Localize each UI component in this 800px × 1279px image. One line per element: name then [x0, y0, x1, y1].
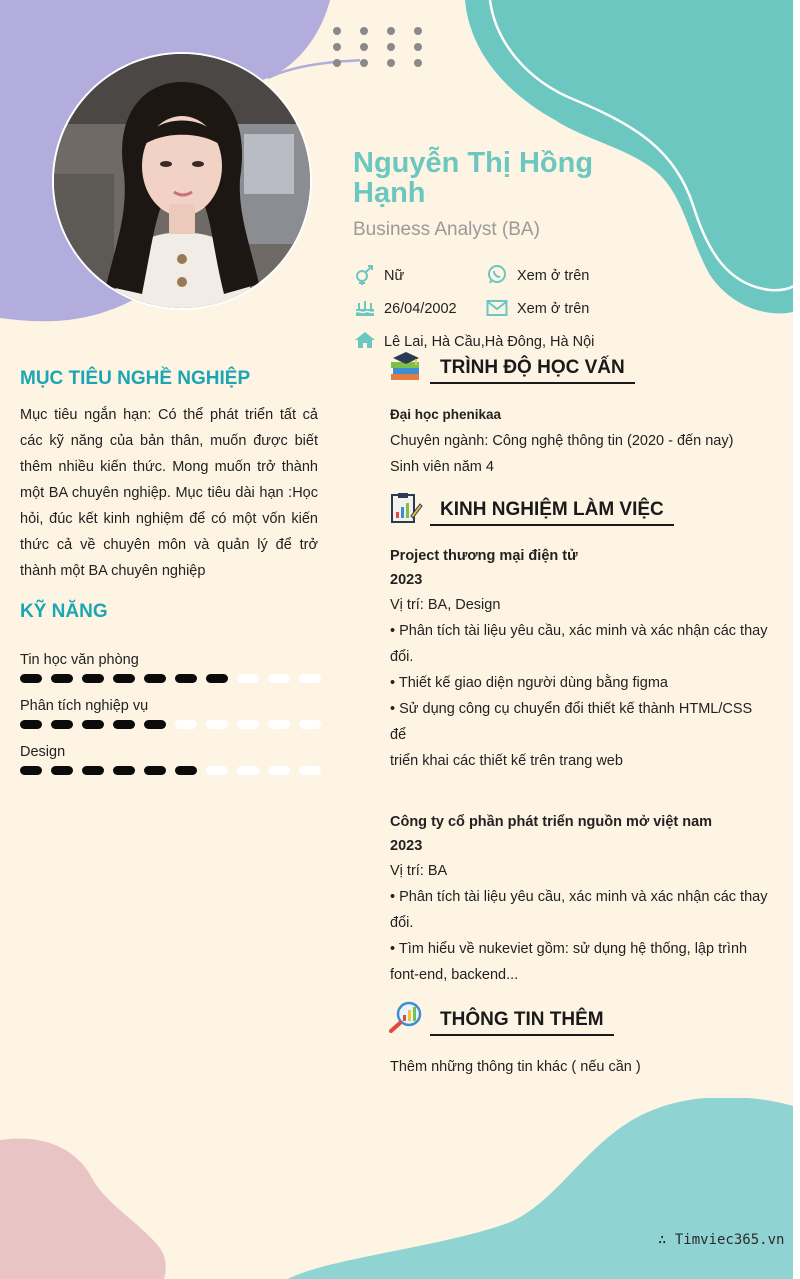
- job-company: Project thương mại điện tử: [390, 548, 578, 564]
- envelope-icon: [486, 298, 508, 318]
- whatsapp-icon: [486, 265, 508, 285]
- education-title: TRÌNH ĐỘ HỌC VẤN: [430, 357, 635, 384]
- job-company: Công ty cổ phần phát triển nguồn mở việt nam: [390, 814, 713, 830]
- job-duty: • Phân tích tài liệu yêu cầu, xác minh và xác nhận các thay đổi.: [390, 889, 768, 931]
- skill-segment-filled: [113, 674, 135, 683]
- job-position: Vị trí: BA, Design: [390, 597, 501, 613]
- skill-segment-filled: [20, 766, 42, 775]
- skill-bar: [20, 766, 330, 776]
- clipboard-chart-icon: [389, 492, 423, 524]
- skill-segment-empty: [268, 720, 290, 729]
- job-entry: [390, 810, 770, 988]
- skill-bar: [20, 674, 330, 684]
- skill-segment-empty: [268, 674, 290, 683]
- skill-segment-empty: [299, 720, 321, 729]
- skill-segment-filled: [144, 766, 166, 775]
- skill-segment-filled: [51, 674, 73, 683]
- skill-segment-filled: [113, 766, 135, 775]
- education-block: [390, 402, 770, 480]
- career-title: MỤC TIÊU NGHỀ NGHIỆP: [20, 368, 251, 389]
- skill-segment-filled: [82, 766, 104, 775]
- candidate-name: Nguyễn Thị Hồng Hạnh: [353, 147, 594, 209]
- pink-blob-bottom-left: [0, 1138, 170, 1279]
- skill-segment-filled: [144, 674, 166, 683]
- extra-text: Thêm những thông tin khác ( nếu cần ): [390, 1059, 641, 1075]
- magnifier-chart-icon: [389, 1001, 423, 1033]
- job-year: 2023: [390, 838, 423, 854]
- school-name: Đại học phenikaa: [390, 407, 502, 422]
- skill-name: Phân tích nghiệp vụ: [20, 698, 149, 714]
- extra-title: THÔNG TIN THÊM: [430, 1009, 614, 1036]
- job-position: Vị trí: BA: [390, 863, 448, 879]
- job-duty: • Sử dụng công cụ chuyển đổi thiết kế thành HTML/CSS để: [390, 701, 753, 743]
- footer-brand[interactable]: ∴ Timviec365.vn: [658, 1232, 785, 1248]
- gender-icon: [354, 265, 376, 285]
- mint-blob-bottom-right: [288, 1098, 793, 1279]
- career-text: Mục tiêu ngắn hạn: Có thể phát triển tất cả các kỹ năng của bản thân, muốn được biết thêm nhiều kiến thức. Mong muốn trở thành một BA chuyên nghiệp. Mục tiêu dài hạn :Học hỏi, đúc kết kinh nghiệm để có một vốn kiến thức cả về chuyên môn và quản lý để trở thành một BA chuyên nghiệp: [20, 407, 318, 579]
- email-value[interactable]: Xem ở trên: [517, 301, 590, 317]
- skill-segment-empty: [268, 766, 290, 775]
- job-duty: triển khai các thiết kế trên trang web: [390, 753, 623, 769]
- skill-segment-filled: [175, 674, 197, 683]
- skill-name: Tin học văn phòng: [20, 652, 139, 668]
- skill-segment-filled: [175, 766, 197, 775]
- home-icon: [354, 330, 376, 350]
- skill-segment-filled: [20, 720, 42, 729]
- skill-name: Design: [20, 744, 66, 760]
- job-year: 2023: [390, 572, 423, 588]
- job-duty: • Phân tích tài liệu yêu cầu, xác minh và xác nhận các thay đổi.: [390, 623, 768, 665]
- skill-segment-filled: [51, 720, 73, 729]
- education-note: Sinh viên năm 4: [390, 459, 494, 475]
- job-entry: [390, 544, 770, 774]
- gender-value: Nữ: [384, 268, 405, 284]
- skill-segment-filled: [144, 720, 166, 729]
- address-value: Lê Lai, Hà Cầu,Hà Đông, Hà Nội: [384, 334, 595, 350]
- phone-value[interactable]: Xem ở trên: [517, 268, 590, 284]
- skill-segment-filled: [20, 674, 42, 683]
- skill-segment-empty: [206, 766, 228, 775]
- skill-segment-empty: [237, 766, 259, 775]
- experience-title: KINH NGHIỆM LÀM VIỆC: [430, 499, 674, 526]
- birthday-value: 26/04/2002: [384, 301, 457, 317]
- skill-segment-filled: [82, 720, 104, 729]
- graduation-books-icon: [389, 350, 423, 382]
- profile-photo: [52, 52, 312, 310]
- job-duty: • Tìm hiểu về nukeviet gồm: sử dụng hệ thống, lập trình font-end, backend...: [390, 941, 748, 983]
- skill-bar: [20, 720, 330, 730]
- skill-segment-empty: [175, 720, 197, 729]
- skill-segment-empty: [237, 674, 259, 683]
- skill-segment-filled: [82, 674, 104, 683]
- skill-segment-empty: [206, 720, 228, 729]
- skill-segment-empty: [299, 674, 321, 683]
- skill-segment-filled: [113, 720, 135, 729]
- cake-icon: [354, 297, 376, 317]
- skill-segment-empty: [299, 766, 321, 775]
- candidate-role: Business Analyst (BA): [353, 219, 540, 240]
- education-major: Chuyên ngành: Công nghệ thông tin (2020 - đến nay): [390, 433, 734, 449]
- job-duty: • Thiết kế giao diện người dùng bằng figma: [390, 675, 668, 691]
- decorative-dots: [333, 27, 428, 72]
- skill-segment-filled: [206, 674, 228, 683]
- skill-segment-empty: [237, 720, 259, 729]
- skill-segment-filled: [51, 766, 73, 775]
- skills-title: KỸ NĂNG: [20, 601, 108, 622]
